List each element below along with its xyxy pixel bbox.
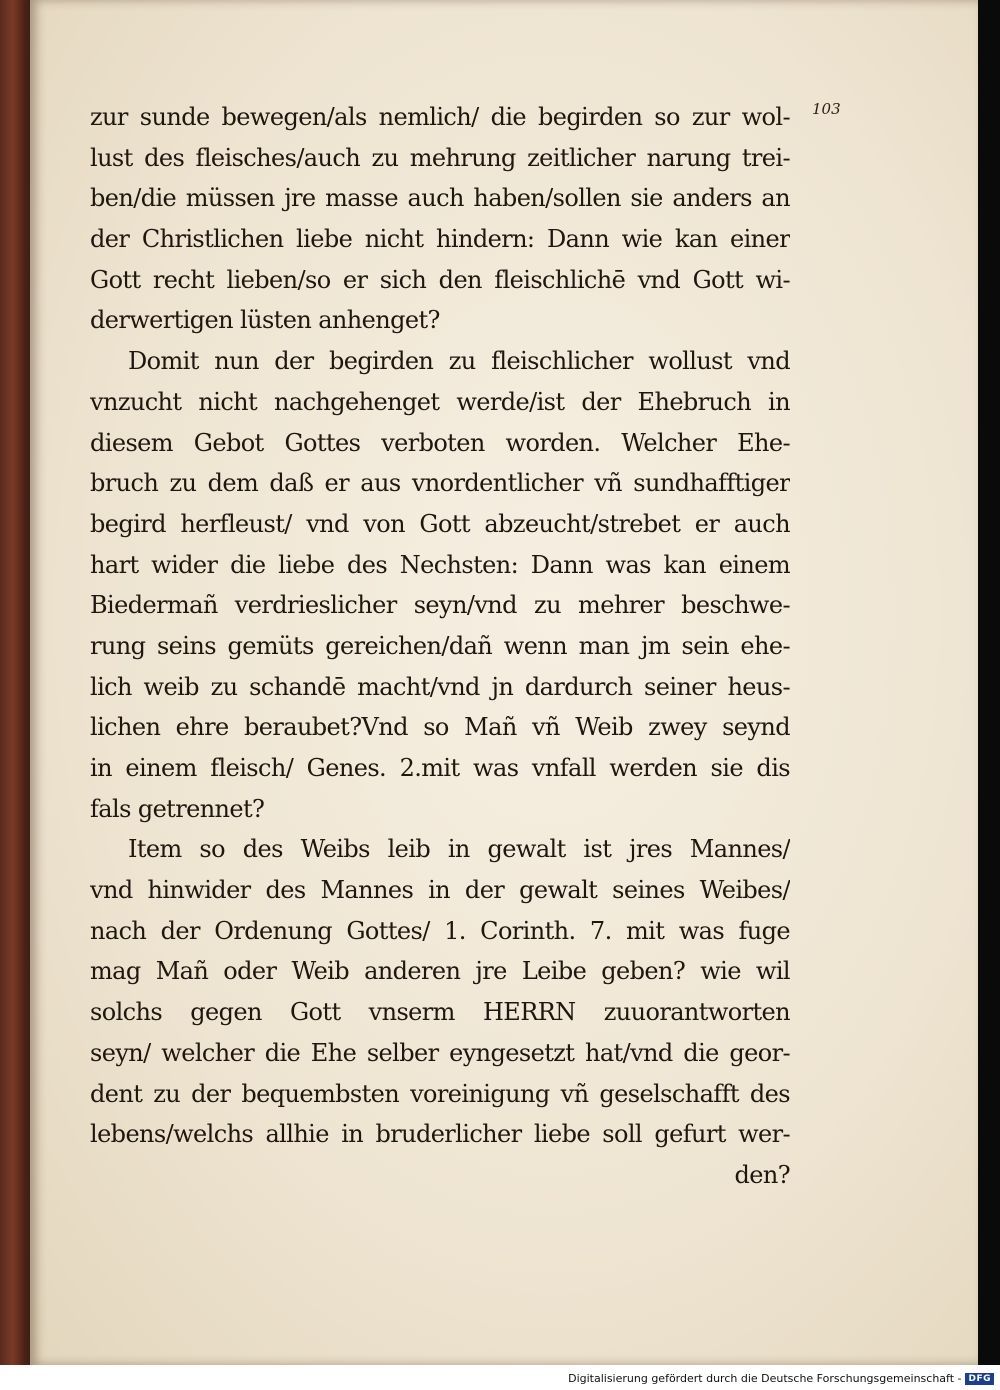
- catchword: den?: [734, 1160, 790, 1189]
- text-line: mag Mañ oder Weib anderen jre Leibe geben? wie wil: [90, 957, 790, 986]
- page-number: 103: [812, 100, 841, 118]
- text-line: Item so des Weibs leib in gewalt ist jres Mannes/: [128, 835, 790, 864]
- text-line: dent zu der bequembsten voreinigung vñ geselschafft des: [90, 1079, 790, 1108]
- text-line: Domit nun der begirden zu fleischlicher wollust vnd: [128, 347, 790, 376]
- text-line: ben/die müssen jre masse auch haben/sollen sie anders an: [90, 184, 790, 213]
- book-page: [30, 0, 978, 1365]
- text-line: lebens/welchs allhie in bruderlicher liebe soll gefurt wer-: [90, 1120, 790, 1149]
- text-line: bruch zu dem daß er aus vnordentlicher vñ sundhafftiger: [90, 469, 790, 498]
- text-line: solchs gegen Gott vnserm HERRN zuuorantworten: [90, 998, 790, 1027]
- text-line: diesem Gebot Gottes verboten worden. Welcher Ehe-: [90, 428, 790, 457]
- text-line: rung seins gemüts gereichen/dañ wenn man jm sein ehe-: [90, 631, 790, 660]
- text-line: derwertigen lüsten anhenget?: [90, 306, 440, 335]
- text-line: vnd hinwider des Mannes in der gewalt seines Weibes/: [90, 876, 790, 905]
- text-line: lust des fleisches/auch zu mehrung zeitlicher narung trei-: [90, 143, 790, 172]
- dfg-logo-icon: DFG: [965, 1373, 994, 1385]
- text-line: vnzucht nicht nachgehenget werde/ist der Ehebruch in: [90, 387, 790, 416]
- footer: [568, 1372, 994, 1385]
- funding-credit: Digitalisierung gefördert durch die Deutsche Forschungsgemeinschaft -: [568, 1372, 962, 1385]
- text-line: seyn/ welcher die Ehe selber eyngesetzt hat/vnd die geor-: [90, 1038, 790, 1067]
- text-line: nach der Ordenung Gottes/ 1. Corinth. 7. mit was fuge: [90, 916, 790, 945]
- text-line: Biedermañ verdrieslicher seyn/vnd zu mehrer beschwe-: [90, 591, 790, 620]
- text-line: Gott recht lieben/so er sich den fleischlichē vnd Gott wi-: [90, 265, 790, 294]
- text-line: in einem fleisch/ Genes. 2.mit was vnfall werden sie dis: [90, 754, 790, 782]
- text-line: lichen ehre beraubet?Vnd so Mañ vñ Weib zwey seynd: [90, 713, 790, 742]
- text-line: fals getrennet?: [90, 794, 265, 823]
- text-line: lich weib zu schandē macht/vnd jn dardurch seiner heus-: [90, 672, 790, 701]
- text-block: [90, 97, 790, 1196]
- text-line: zur sunde bewegen/als nemlich/ die begirden so zur wol-: [90, 103, 790, 131]
- text-line: hart wider die liebe des Nechsten: Dann was kan einem: [90, 550, 790, 579]
- text-line: der Christlichen liebe nicht hindern: Dann wie kan einer: [90, 225, 790, 254]
- text-line: begird herfleust/ vnd von Gott abzeucht/strebet er auch: [90, 509, 790, 538]
